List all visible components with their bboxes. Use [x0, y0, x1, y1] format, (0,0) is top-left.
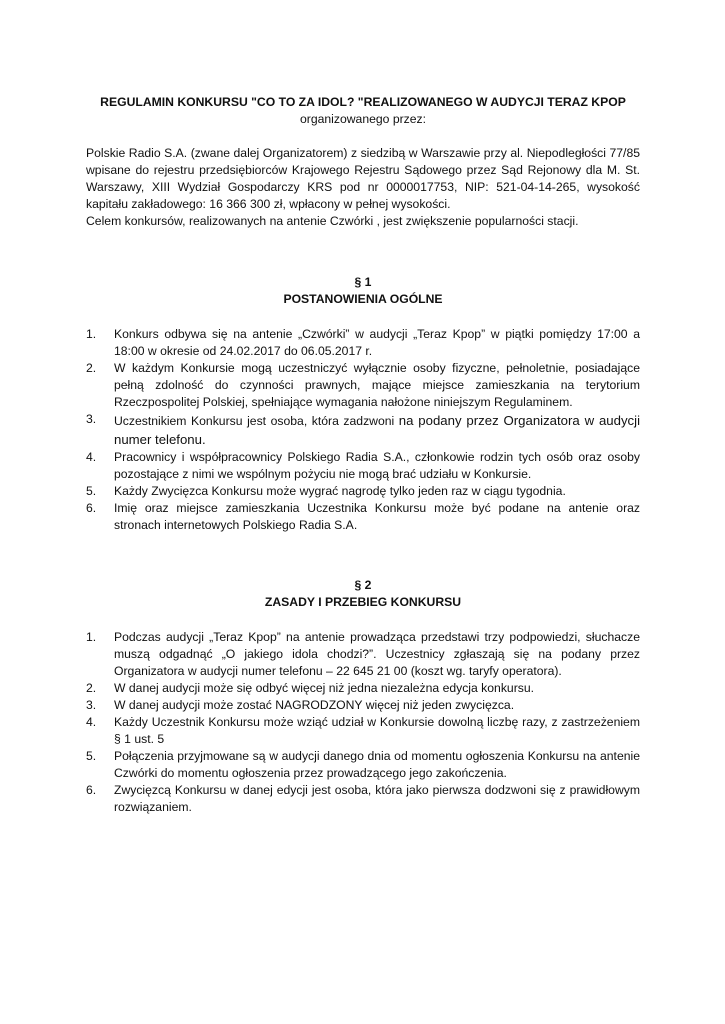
list-item	[86, 360, 640, 411]
section-1-number: § 1	[354, 275, 372, 289]
list-item-number: 1.	[86, 630, 97, 644]
list-item-text: Każdy Zwycięzca Konkursu może wygrać nagrodę tylko jeden raz w ciągu tygodnia.	[114, 484, 566, 498]
list-item	[86, 449, 640, 483]
section-2-list	[86, 629, 640, 816]
intro-block	[86, 145, 640, 230]
list-item-number: 6.	[86, 501, 97, 515]
section-1-list	[86, 326, 640, 534]
list-item-number: 1.	[86, 327, 97, 341]
list-item-text: Imię oraz miejsce zamieszkania Uczestnika Konkursu może być podane na antenie oraz stronach internetowych Polskiego Radia S.A.	[114, 501, 640, 532]
section-1-title: POSTANOWIENIA OGÓLNE	[283, 292, 443, 306]
list-item-number: 4.	[86, 715, 97, 729]
section-1	[86, 274, 640, 534]
list-item-text: Uczestnikiem Konkursu jest osoba, która zadzwoni	[114, 414, 399, 428]
list-item	[86, 782, 640, 816]
list-item-text-continued: na podany przez Organizatora w audycji numer telefonu.	[114, 413, 640, 447]
list-item-number: 2.	[86, 681, 97, 695]
intro-paragraph-purpose: Celem konkursów, realizowanych na antenie Czwórki , jest zwiększenie popularności stacji.	[86, 214, 579, 228]
list-item	[86, 326, 640, 360]
list-item-text: Każdy Uczestnik Konkursu może wziąć udział w Konkursie dowolną liczbę razy, z zastrzeżeniem § 1 ust. 5	[114, 715, 640, 746]
list-item	[86, 680, 640, 697]
document-page	[86, 94, 640, 816]
section-2-title: ZASADY I PRZEBIEG KONKURSU	[264, 595, 462, 609]
list-item	[86, 483, 640, 500]
list-item-text: Konkurs odbywa się na antenie „Czwórki” w audycji „Teraz Kpop” w piątki pomiędzy 17:00 a 18:00 w okresie od 24.02.2017 do 06.05.2017 r.	[114, 327, 640, 358]
list-item-text: W danej audycji może zostać NAGRODZONY więcej niż jeden zwycięzca.	[114, 698, 515, 712]
list-item	[86, 411, 640, 449]
section-2-number: § 2	[354, 578, 372, 592]
list-item	[86, 714, 640, 748]
document-title: REGULAMIN KONKURSU "CO TO ZA IDOL? "REALIZOWANEGO W AUDYCJI TERAZ KPOP	[100, 95, 626, 109]
list-item-number: 3.	[86, 412, 97, 426]
list-item-text: W każdym Konkursie mogą uczestniczyć wyłącznie osoby fizyczne, pełnoletnie, posiadające pełną zdolność do czynności prawnych, mające miejsce zamieszkania na terytorium Rzeczpospolitej Polskiej, spełniające wymagania nałożone niniejszym Regulaminem.	[114, 361, 640, 409]
list-item	[86, 697, 640, 714]
document-subtitle: organizowanego przez:	[299, 112, 427, 126]
list-item-text: Zwycięzcą Konkursu w danej edycji jest osoba, która jako pierwsza dodzwoni się z prawidłowym rozwiązaniem.	[114, 783, 640, 814]
list-item	[86, 629, 640, 680]
list-item-text: Połączenia przyjmowane są w audycji danego dnia od momentu ogłoszenia Konkursu na antenie Czwórki do momentu ogłoszenia przez prowadzącego jego zakończenia.	[114, 749, 640, 780]
intro-paragraph-organizer: Polskie Radio S.A. (zwane dalej Organizatorem) z siedzibą w Warszawie przy al. Niepodległości 77/85 wpisane do rejestru przedsiębiorców Krajowego Rejestru Sądowego przez Sąd Rejonowy dla M. St. Warszawy, XIII Wydział Gospodarczy KRS pod nr 0000017753, NIP: 521-04-14-265, wysokość kapitału zakładowego: 16 366 300 zł, wpłacony w pełnej wysokości.	[86, 146, 640, 211]
list-item-number: 4.	[86, 450, 97, 464]
list-item-text: W danej audycji może się odbyć więcej niż jedna niezależna edycja konkursu.	[114, 681, 535, 695]
list-item-text: Podczas audycji „Teraz Kpop” na antenie prowadząca przedstawi trzy podpowiedzi, słuchacze muszą odgadnąć „O jakiego idola chodzi?”. Uczestnicy zgłaszają się na podany przez Organizatora w audycji numer telefonu – 22 645 21 00 (koszt wg. taryfy operatora).	[114, 630, 640, 678]
list-item-number: 6.	[86, 783, 97, 797]
list-item-number: 5.	[86, 484, 97, 498]
list-item-number: 3.	[86, 698, 97, 712]
list-item-number: 5.	[86, 749, 97, 763]
section-2	[86, 577, 640, 816]
list-item-text: Pracownicy i współpracownicy Polskiego Radia S.A., członkowie rodzin tych osób oraz osoby pozostające z nimi we wspólnym pożyciu nie mogą brać udziału w Konkursie.	[114, 450, 640, 481]
list-item	[86, 748, 640, 782]
list-item-number: 2.	[86, 361, 97, 375]
list-item	[86, 500, 640, 534]
